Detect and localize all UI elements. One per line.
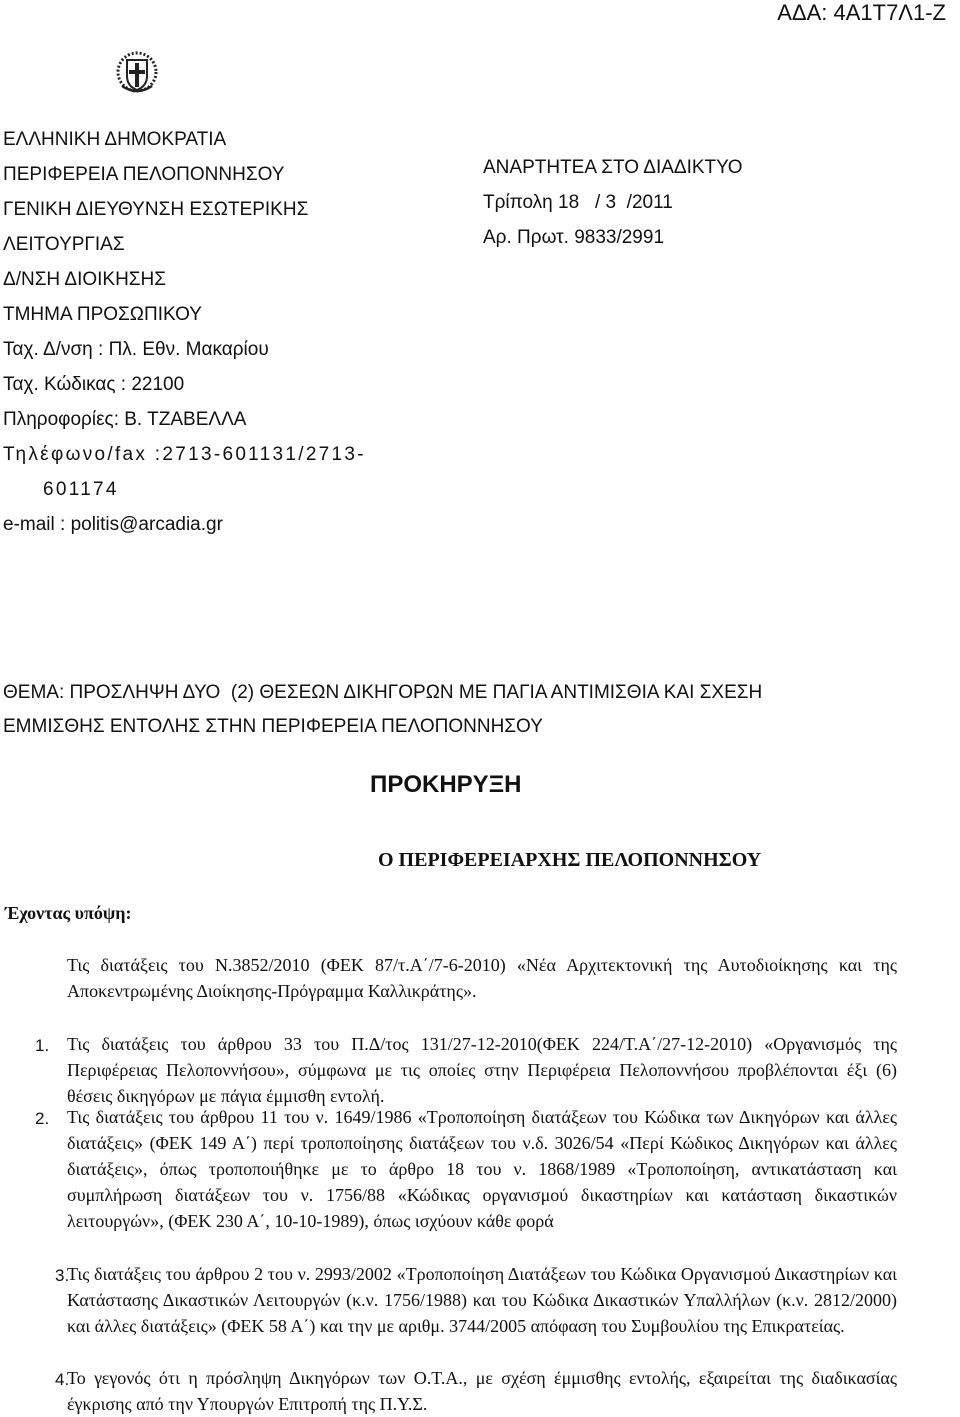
protocol-number: Αρ. Πρωτ. 9833/2991 <box>483 227 665 248</box>
sender-line: ΤΜΗΜΑ ΠΡΟΣΩΠΙΚΟΥ <box>3 304 202 325</box>
sender-contact-person: Πληροφορίες: Β. ΤΖΑΒΕΛΛΑ <box>3 409 247 430</box>
list-item-number: 1. <box>35 1036 50 1055</box>
posting-notice: ΑΝΑΡΤΗΤΕΑ ΣΤΟ ΔΙΑΔΙΚΤΥΟ <box>483 157 743 178</box>
greek-coat-of-arms-icon <box>116 50 158 96</box>
sender-line: ΓΕΝΙΚΗ ΔΙΕΥΘΥΝΣΗ ΕΣΩΤΕΡΙΚΗΣ <box>3 199 309 220</box>
list-item-text: Τις διατάξεις του άρθρου 2 του ν. 2993/2002 «Τροποποίηση Διατάξεων του Κώδικα Οργανισμού Δικαστηρίων και Κατάστασης Δικαστικών Λειτουργών (κ.ν. 1756/1988) και του Κώδικα Δικαστικών Υπαλλήλων (κ.ν. 2812/2000) και άλλες διατάξεις» (ΦΕΚ 58 Α΄) και την με αριθμ. 3744/2005 απόφαση του Συμβουλίου της Επικρατείας. <box>67 1264 897 1336</box>
ada-code: ΑΔΑ: 4Α1Τ7Λ1-Ζ <box>777 0 946 25</box>
list-item <box>35 1104 897 1234</box>
list-item <box>35 1031 897 1109</box>
sender-phone-cont: 601174 <box>43 479 119 500</box>
sender-line: ΛΕΙΤΟΥΡΓΙΑΣ <box>3 234 125 255</box>
sender-line: Δ/ΝΣΗ ΔΙΟΙΚΗΣΗΣ <box>3 269 167 290</box>
list-item-text: Το γεγονός ότι η πρόσληψη Δικηγόρων των Ο.Τ.Α., με σχέση έμμισθης εντολής, εξαιρείται της διαδικασίας έγκρισης από την Υπουργών Επιτροπή της Π.Υ.Σ. <box>67 1368 897 1414</box>
header-right <box>483 150 743 255</box>
intro-paragraph: Τις διατάξεις του Ν.3852/2010 (ΦΕΚ 87/τ.Α΄/7-6-2010) «Νέα Αρχιτεκτονική της Αυτοδιοίκησης και της Αποκεντρωμένης Διοίκησης-Πρόγραμμα Καλλικράτης». <box>67 955 897 1001</box>
list-item-text: Τις διατάξεις του άρθρου 11 του ν. 1649/1986 «Τροποποίηση διατάξεων του Κώδικα των Δικηγόρων και άλλες διατάξεις» (ΦΕΚ 149 Α΄) περί τροποποίησης διατάξεων του ν.δ. 3026/54 «Περί Κώδικος Δικηγόρων και άλλες διατάξεις», όπως τροποποιήθηκε με το άρθρο 18 του ν. 1868/1989 «Τροποποίηση, αντικατάσταση και συμπλήρωση διατάξεων του ν. 1756/88 «Κώδικας οργανισμού δικαστηρίων και κατάσταση δικαστικών λειτουργών», (ΦΕΚ 230 Α΄, 10-10-1989), όπως ισχύουν κάθε φορά <box>67 1107 897 1231</box>
sender-phone: Τηλέφωνο/fax :2713-601131/2713- <box>3 444 366 465</box>
sender-address: Ταχ. Δ/νση : Πλ. Εθν. Μακαρίου <box>3 339 269 360</box>
sender-block <box>3 122 366 542</box>
subject <box>3 676 762 744</box>
sender-email: e-mail : politis@arcadia.gr <box>3 514 223 535</box>
sender-line: ΕΛΛΗΝΙΚΗ ΔΗΜΟΚΡΑΤΙΑ <box>3 129 227 150</box>
list-item-text: Τις διατάξεις του άρθρου 33 του Π.Δ/τος 131/27-12-2010(ΦΕΚ 224/Τ.Α΄/27-12-2010) «Οργανισμός της Περιφέρειας Πελοποννήσου», σύμφωνα με τις οποίες στην Περιφέρεια Πελοποννήσου προβλέπονται έξι (6) θέσεις δικηγόρων με πάγια έμμισθη εντολή. <box>67 1034 897 1106</box>
issuer-title: Ο ΠΕΡΙΦΕΡΕΙΑΡΧΗΣ ΠΕΛΟΠΟΝΝΗΣΟΥ <box>378 849 762 871</box>
sender-line: ΠΕΡΙΦΕΡΕΙΑ ΠΕΛΟΠΟΝΝΗΣΟΥ <box>3 164 285 185</box>
considering-heading: Έχοντας υπόψη: <box>5 903 132 923</box>
list-item-number: 3. <box>55 1266 70 1285</box>
document-date: Τρίπολη 18 / 3 /2011 <box>483 192 673 213</box>
subject-line: ΘΕΜΑ: ΠΡΟΣΛΗΨΗ ΔΥΟ (2) ΘΕΣΕΩΝ ΔΙΚΗΓΟΡΩΝ ΜΕ ΠΑΓΙΑ ΑΝΤΙΜΙΣΘΙΑ ΚΑΙ ΣΧΕΣΗ <box>3 682 763 703</box>
list-item-number: 4. <box>55 1370 70 1389</box>
list-item-number: 2. <box>35 1109 50 1128</box>
sender-postcode: Ταχ. Κώδικας : 22100 <box>3 374 185 395</box>
document-title: ΠΡΟΚΗΡΥΞΗ <box>370 771 522 798</box>
list-item <box>55 1365 897 1417</box>
subject-line: ΕΜΜΙΣΘΗΣ ΕΝΤΟΛΗΣ ΣΤΗΝ ΠΕΡΙΦΕΡΕΙΑ ΠΕΛΟΠΟΝΝΗΣΟΥ <box>3 716 543 737</box>
list-item <box>55 1261 897 1339</box>
